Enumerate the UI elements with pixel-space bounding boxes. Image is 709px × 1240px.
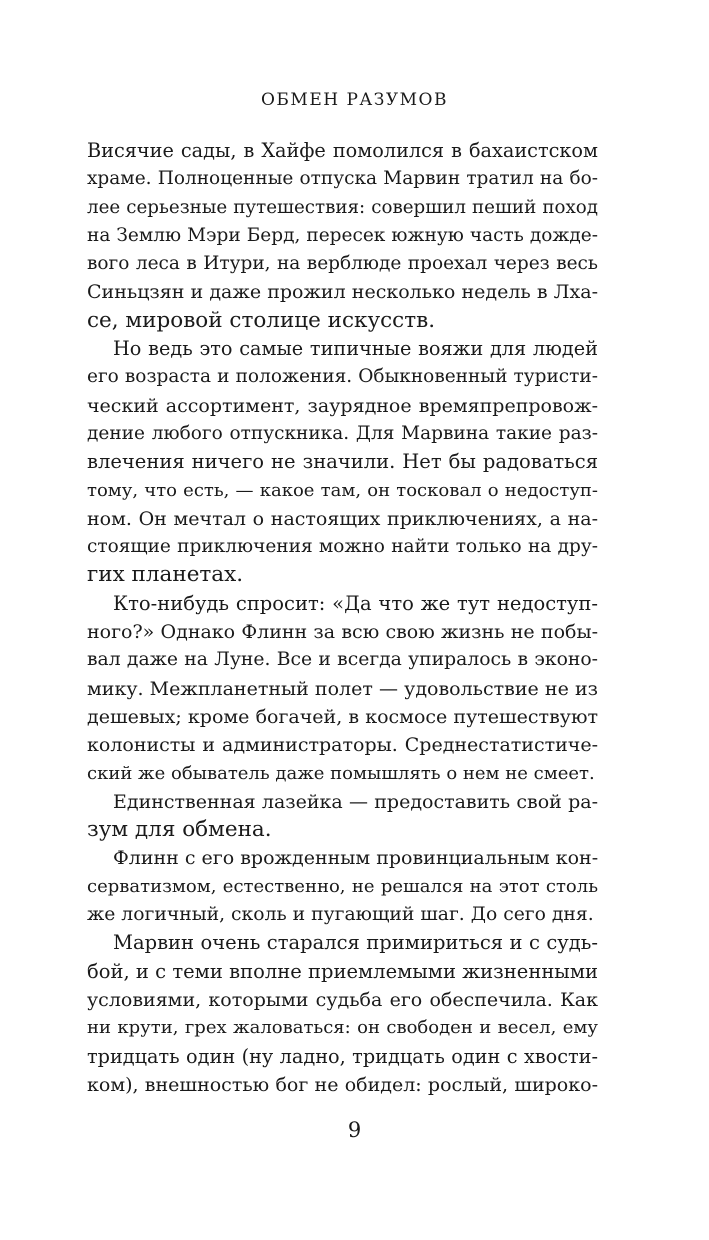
paragraph-1 bbox=[87, 137, 598, 335]
text-line: дешевых; кроме богачей, в космосе путешествуют bbox=[87, 705, 598, 728]
text-line: Но ведь это самые типичные вояжи для людей bbox=[113, 337, 598, 361]
paragraph-6 bbox=[87, 929, 598, 1099]
text-line: мику. Межпланетный полет — удовольствие не из bbox=[87, 677, 598, 700]
running-title: ОБМЕН РАЗУМОВ bbox=[260, 90, 448, 110]
text-line: бой, и с теми вполне приемлемыми жизненными bbox=[87, 959, 598, 983]
paragraph-2 bbox=[87, 335, 598, 590]
text-line: Кто-нибудь спросит: «Да что же тут недоступ- bbox=[113, 591, 598, 615]
text-line: влечения ничего не значили. Нет бы радоваться bbox=[87, 450, 598, 474]
text-line: его возраста и положения. Обыкновенный туристи- bbox=[87, 366, 598, 388]
page-number: 9 bbox=[347, 1118, 362, 1142]
text-line: Синьцзян и даже прожил несколько недель в Лха- bbox=[87, 281, 598, 304]
text-line: стоящие приключения можно найти только на дру- bbox=[87, 536, 598, 558]
text-line: Флинн с его врожденным провинциальным кон- bbox=[113, 847, 599, 870]
text-line: дение любого отпускника. Для Марвина такие раз- bbox=[87, 422, 598, 444]
text-line: храме. Полноценные отпуска Марвин тратил на бо- bbox=[87, 168, 598, 190]
text-line: Единственная лазейка — предоставить свой ра- bbox=[113, 790, 598, 813]
text-line: ном. Он мечтал о настоящих приключениях, а на- bbox=[87, 507, 598, 530]
text-line: Висячие сады, в Хайфе помолился в бахаистском bbox=[87, 139, 598, 162]
text-line: же логичный, сколь и пугающий шаг. До сего дня. bbox=[87, 904, 594, 926]
text-line: гих планетах. bbox=[87, 562, 244, 588]
text-line: ного?» Однако Флинн за всю свою жизнь не побы- bbox=[87, 621, 598, 644]
paragraph-3 bbox=[87, 590, 598, 788]
text-line: зум для обмена. bbox=[87, 817, 272, 843]
text-line: тому, что есть, — какое там, он тосковал о недоступ- bbox=[87, 479, 598, 501]
text-line: лее серьезные путешествия: совершил пеший поход bbox=[87, 196, 598, 218]
text-line: вого леса в Итури, на верблюде проехал через весь bbox=[87, 253, 598, 275]
text-line: ни крути, грех жаловаться: он свободен и весел, ему bbox=[87, 1017, 598, 1039]
text-line: условиями, которыми судьба его обеспечила. Как bbox=[87, 988, 598, 1011]
text-line: колонисты и администраторы. Среднестатистиче- bbox=[87, 734, 598, 757]
body-text bbox=[87, 137, 598, 1099]
paragraph-5 bbox=[87, 844, 598, 929]
text-line: на Землю Мэри Берд, пересек южную часть дожде- bbox=[87, 224, 598, 246]
text-line: Марвин очень старался примириться и с судь- bbox=[113, 931, 598, 955]
text-line: тридцать один (ну ладно, тридцать один с хвости- bbox=[87, 1044, 598, 1068]
text-line: ком), внешностью бог не обидел: рослый, широко- bbox=[87, 1073, 598, 1096]
paragraph-4 bbox=[87, 788, 598, 845]
text-line: ский же обыватель даже помышлять о нем не смеет. bbox=[87, 762, 595, 784]
text-line: се, мировой столице искусств. bbox=[87, 307, 436, 333]
text-line: ческий ассортимент, заурядное времяпрепровож- bbox=[87, 394, 598, 417]
text-line: серватизмом, естественно, не решался на этот столь bbox=[87, 875, 598, 897]
text-line: вал даже на Луне. Все и всегда упиралось в эконо- bbox=[87, 649, 598, 671]
